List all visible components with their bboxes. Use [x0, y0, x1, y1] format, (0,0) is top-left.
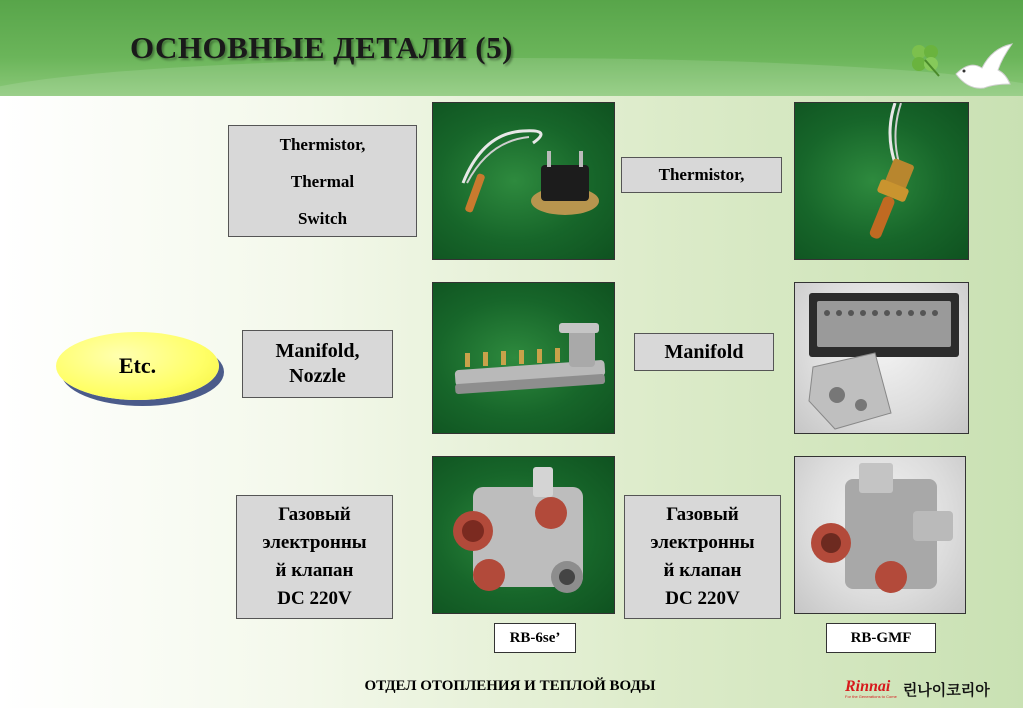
label-line: й клапан — [275, 560, 354, 581]
label-line: Газовый — [666, 504, 739, 525]
label-line: электронны — [650, 532, 755, 553]
photo-gas-valve-rbgmf — [794, 456, 966, 614]
label-line: Manifold, — [275, 340, 360, 362]
label-line: Газовый — [278, 504, 351, 525]
label-line: Thermistor, — [279, 134, 366, 154]
etc-ellipse: Etc. — [56, 332, 219, 400]
photo-manifold — [794, 282, 969, 434]
photo-thermistor — [794, 102, 969, 260]
brand-name: Rinnai — [845, 677, 891, 695]
model-label-rb6se: RB-6se’ — [494, 623, 576, 653]
slide-title: ОСНОВНЫЕ ДЕТАЛИ (5) — [130, 30, 513, 65]
photo-manifold-nozzle — [432, 282, 615, 434]
label-line: DC 220V — [665, 588, 740, 609]
label-gas-valve-left — [236, 495, 393, 619]
label-line: электронны — [262, 532, 367, 553]
label-manifold: Manifold — [634, 333, 774, 371]
photo-gas-valve-rb6se — [432, 456, 615, 614]
brand-korean: 린나이코리아 — [902, 680, 990, 699]
dove-icon — [948, 40, 1018, 96]
brand-block — [845, 677, 897, 699]
label-manifold-nozzle — [242, 330, 393, 398]
clover-icon — [905, 38, 945, 78]
label-line: DC 220V — [277, 588, 352, 609]
header-band — [0, 0, 1023, 96]
label-line: й клапан — [663, 560, 742, 581]
label-line: Thermal — [290, 171, 355, 191]
model-label-rbgmf: RB-GMF — [826, 623, 936, 653]
photo-thermistor-thermal-switch — [432, 102, 615, 260]
footer-logo — [845, 677, 990, 701]
footer-department: ОТДЕЛ ОТОПЛЕНИЯ И ТЕПЛОЙ ВОДЫ — [364, 678, 656, 694]
label-thermistor-thermal-switch — [228, 125, 417, 237]
label-line: Switch — [297, 208, 348, 228]
brand-tagline: For the Generations to Come — [845, 693, 897, 699]
label-thermistor: Thermistor, — [621, 157, 782, 193]
label-gas-valve-right — [624, 495, 781, 619]
label-line: Nozzle — [289, 365, 346, 387]
